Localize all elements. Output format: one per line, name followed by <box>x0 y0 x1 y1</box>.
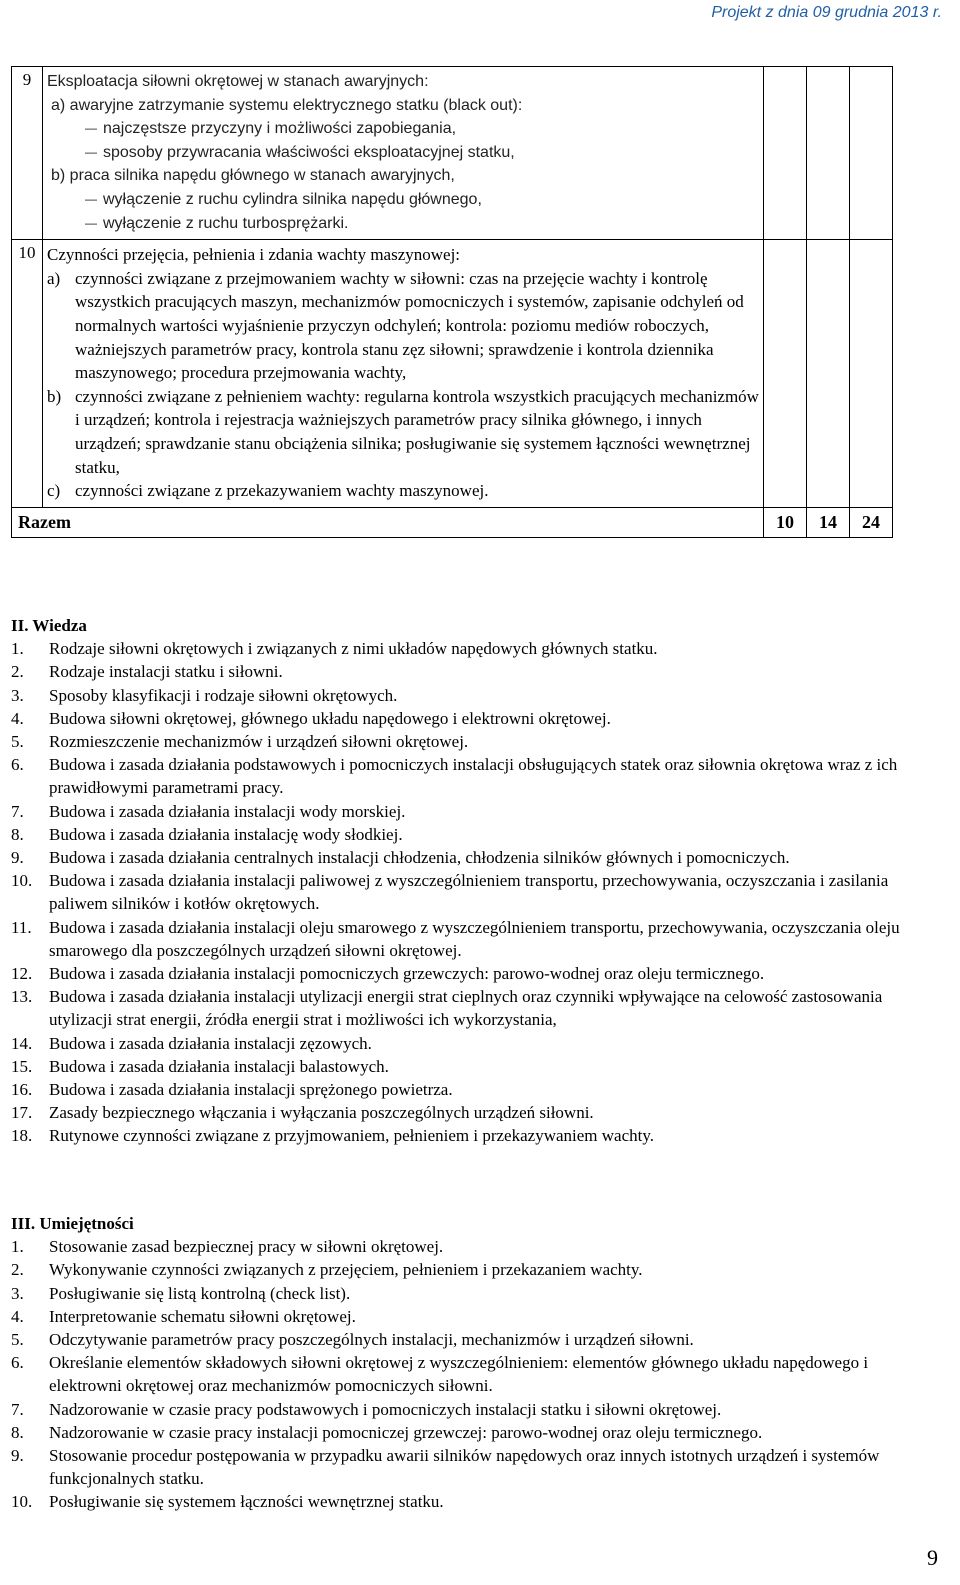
dash-item: — wyłączenie z ruchu cylindra silnika napędu głównego, <box>47 188 759 212</box>
list-item-number: 18. <box>11 1126 33 1146</box>
list-item-number: 3. <box>11 685 24 705</box>
list-item-number: 2. <box>11 662 24 682</box>
list-item-number: 5. <box>11 732 24 752</box>
list-item-text: Zasady bezpiecznego włączania i wyłączania poszczególnych urządzeń siłowni. <box>49 1103 594 1123</box>
list-item <box>11 800 941 823</box>
dash-item: — wyłączenie z ruchu turbosprężarki. <box>47 212 759 236</box>
subitem-b: b) praca silnika napędu głównego w stanach awaryjnych, <box>51 167 455 185</box>
list-item-text: Odczytywanie parametrów pracy poszczególnych instalacji, mechanizmów i urządzeń siłowni. <box>49 1330 694 1350</box>
item-text: czynności związane z przekazywaniem wachty maszynowej. <box>75 481 489 501</box>
item-label: a) <box>47 268 61 288</box>
subitem-a <box>47 267 759 385</box>
list-item-number: 8. <box>11 824 24 844</box>
list-item <box>11 1078 941 1101</box>
list-item-number: 6. <box>11 755 24 775</box>
list-item <box>11 1258 941 1281</box>
list-item <box>11 1235 941 1258</box>
list-item <box>11 823 941 846</box>
umiejetnosci-list <box>11 1235 941 1513</box>
list-item-text: Wykonywanie czynności związanych z przejęciem, pełnieniem i przekazaniem wachty. <box>49 1260 643 1280</box>
list-item-text: Budowa i zasada działania instalacji zęzowych. <box>49 1033 372 1053</box>
item-label: c) <box>47 481 61 501</box>
list-item-text: Budowa i zasada działania instalacji utylizacji energii strat cieplnych oraz czynniki wpływające na celowość zastosowania utylizacji strat energii, źródła energii strat i możliwości ich wykorzystania, <box>49 987 883 1030</box>
item-text: czynności związane z przejmowaniem wachty w siłowni: czas na przejęcie wachty i kontrolę wszystkich pracujących maszyn, mechanizmów pomocniczych i systemów, zapisanie odchyleń od normalnych wartości wyjaśnienie przyczyn odchyleń; kontrola: poziomu mediów roboczych, ważniejszych parametrów pracy, kontrola stanu zęz siłowni; sprawdzenie i kontrola dziennika maszynowego; procedura przejmowania wachty, <box>75 268 744 383</box>
list-item <box>11 707 941 730</box>
list-item <box>11 916 941 962</box>
row-content <box>43 240 764 508</box>
list-item <box>11 1124 941 1147</box>
document-header: Projekt z dnia 09 grudnia 2013 r. <box>711 4 942 21</box>
list-item-text: Budowa i zasada działania instalacji balastowych. <box>49 1056 389 1076</box>
list-item <box>11 684 941 707</box>
list-item-number: 10. <box>11 1492 33 1512</box>
list-item-number: 1. <box>11 1237 24 1257</box>
hours-cell <box>807 67 850 240</box>
table-row-9 <box>12 67 893 240</box>
list-item <box>11 1421 941 1444</box>
list-item-text: Stosowanie zasad bezpiecznej pracy w siłowni okrętowej. <box>49 1237 444 1257</box>
list-item-text: Budowa i zasada działania instalacji wody morskiej. <box>49 801 406 821</box>
list-item-number: 4. <box>11 1306 24 1326</box>
row-number: 9 <box>12 67 43 240</box>
row-title: Czynności przejęcia, pełnienia i zdania wachty maszynowej: <box>47 245 461 265</box>
list-item-number: 9. <box>11 1446 24 1466</box>
total-value-2: 14 <box>807 507 850 537</box>
list-item <box>11 985 941 1031</box>
list-item-number: 6. <box>11 1353 24 1373</box>
list-item-number: 7. <box>11 1399 24 1419</box>
list-item-number: 14. <box>11 1033 33 1053</box>
table-row-10 <box>12 240 893 508</box>
section-title: III. Umiejętności <box>11 1214 134 1233</box>
list-item-text: Budowa i zasada działania instalacji sprężonego powietrza. <box>49 1080 453 1100</box>
section-wiedza <box>11 614 941 1148</box>
list-item-text: Rodzaje siłowni okrętowych i związanych z nimi układów napędowych głównych statku. <box>49 639 658 659</box>
section-umiejetnosci <box>11 1212 941 1514</box>
row-title: Eksploatacja siłowni okrętowej w stanach awaryjnych: <box>47 73 429 90</box>
list-item-text: Nadzorowanie w czasie pracy podstawowych i pomocniczych instalacji statku i siłowni okrętowej. <box>49 1399 722 1419</box>
list-item-text: Sposoby klasyfikacji i rodzaje siłowni okrętowych. <box>49 685 398 705</box>
list-item-text: Budowa i zasada działania instalacji oleju smarowego z wyszczególnieniem transportu, przechowywania, oczyszczania oleju smarowego dla poszczególnych urządzeń siłowni okrętowej. <box>49 917 900 960</box>
list-item <box>11 753 941 799</box>
page-number: 9 <box>927 1545 938 1570</box>
total-value-1: 10 <box>764 507 807 537</box>
list-item <box>11 1490 941 1513</box>
dash-item: — sposoby przywracania właściwości eksploatacyjnej statku, <box>47 141 759 165</box>
list-item <box>11 1328 941 1351</box>
list-item-number: 17. <box>11 1103 33 1123</box>
list-item <box>11 846 941 869</box>
list-item <box>11 1305 941 1328</box>
section-title: II. Wiedza <box>11 616 87 635</box>
row-number: 10 <box>12 240 43 508</box>
list-item-number: 2. <box>11 1260 24 1280</box>
list-item-number: 13. <box>11 987 33 1007</box>
list-item-text: Rozmieszczenie mechanizmów i urządzeń siłowni okrętowej. <box>49 732 469 752</box>
list-item-number: 9. <box>11 848 24 868</box>
subitem-a: a) awaryjne zatrzymanie systemu elektrycznego statku (black out): <box>51 96 523 114</box>
hours-cell <box>764 240 807 508</box>
list-item-text: Budowa i zasada działania instalacji paliwowej z wyszczególnieniem transportu, przechowywania, oczyszczania i zasilania paliwem silników i kotłów okrętowych. <box>49 871 889 914</box>
wiedza-list <box>11 637 941 1147</box>
list-item-text: Interpretowanie schematu siłowni okrętowej. <box>49 1306 356 1326</box>
list-item-text: Rutynowe czynności związane z przyjmowaniem, pełnieniem i przekazywaniem wachty. <box>49 1126 654 1146</box>
list-item <box>11 660 941 683</box>
list-item <box>11 1101 941 1124</box>
list-item-number: 1. <box>11 639 24 659</box>
list-item-text: Budowa i zasada działania instalacji pomocniczych grzewczych: parowo-wodnej oraz oleju termicznego. <box>49 964 765 984</box>
list-item-number: 10. <box>11 871 33 891</box>
list-item <box>11 1032 941 1055</box>
list-item <box>11 1398 941 1421</box>
list-item <box>11 637 941 660</box>
list-item <box>11 1055 941 1078</box>
table-row-total <box>12 507 893 537</box>
hours-cell <box>850 67 893 240</box>
list-item <box>11 869 941 915</box>
program-table <box>11 66 893 538</box>
list-item-number: 15. <box>11 1056 33 1076</box>
list-item-text: Określanie elementów składowych siłowni okrętowej z wyszczególnieniem: elementów głównego układu napędowego i elektrowni okrętowej oraz mechanizmów pomocniczych siłowni. <box>49 1353 869 1396</box>
list-item-text: Posługiwanie się systemem łączności wewnętrznej statku. <box>49 1492 444 1512</box>
list-item-text: Rodzaje instalacji statku i siłowni. <box>49 662 283 682</box>
total-label: Razem <box>12 507 764 537</box>
list-item-number: 7. <box>11 801 24 821</box>
list-item <box>11 1351 941 1397</box>
list-item <box>11 1282 941 1305</box>
item-label: b) <box>47 386 62 406</box>
list-item-number: 16. <box>11 1080 33 1100</box>
dash-item: — najczęstsze przyczyny i możliwości zapobiegania, <box>47 117 759 141</box>
hours-cell <box>850 240 893 508</box>
item-text: czynności związane z pełnieniem wachty: regularna kontrola wszystkich pracujących mechanizmów i urządzeń; kontrola i rejestracja ważniejszych parametrów pracy silnika głównego, i innych urządzeń; sprawdzanie stanu obciążenia silnika; posługiwanie się systemem łączności wewnętrznej statku, <box>75 386 759 477</box>
list-item-number: 3. <box>11 1283 24 1303</box>
list-item <box>11 962 941 985</box>
list-item-text: Budowa i zasada działania instalację wody słodkiej. <box>49 824 403 844</box>
list-item <box>11 1444 941 1490</box>
list-item-text: Posługiwanie się listą kontrolną (check list). <box>49 1283 351 1303</box>
list-item-text: Budowa i zasada działania podstawowych i pomocniczych instalacji obsługujących statek oraz siłownia okrętowa wraz z ich prawidłowymi parametrami pracy. <box>49 755 898 798</box>
list-item-text: Budowa i zasada działania centralnych instalacji chłodzenia, chłodzenia silników głównych i pomocniczych. <box>49 848 790 868</box>
row-content <box>43 67 764 240</box>
subitem-c <box>47 479 759 503</box>
total-value-3: 24 <box>850 507 893 537</box>
list-item <box>11 730 941 753</box>
list-item-text: Budowa siłowni okrętowej, głównego układu napędowego i elektrowni okrętowej. <box>49 708 611 728</box>
list-item-number: 4. <box>11 708 24 728</box>
list-item-number: 5. <box>11 1330 24 1350</box>
hours-cell <box>807 240 850 508</box>
list-item-text: Stosowanie procedur postępowania w przypadku awarii silników napędowych oraz innych istotnych urządzeń i systemów funkcjonalnych statku. <box>49 1446 880 1489</box>
list-item-number: 12. <box>11 964 33 984</box>
list-item-number: 8. <box>11 1422 24 1442</box>
subitem-b <box>47 385 759 479</box>
list-item-number: 11. <box>11 917 32 937</box>
list-item-text: Nadzorowanie w czasie pracy instalacji pomocniczej grzewczej: parowo-wodnej oraz oleju termicznego. <box>49 1422 763 1442</box>
hours-cell <box>764 67 807 240</box>
